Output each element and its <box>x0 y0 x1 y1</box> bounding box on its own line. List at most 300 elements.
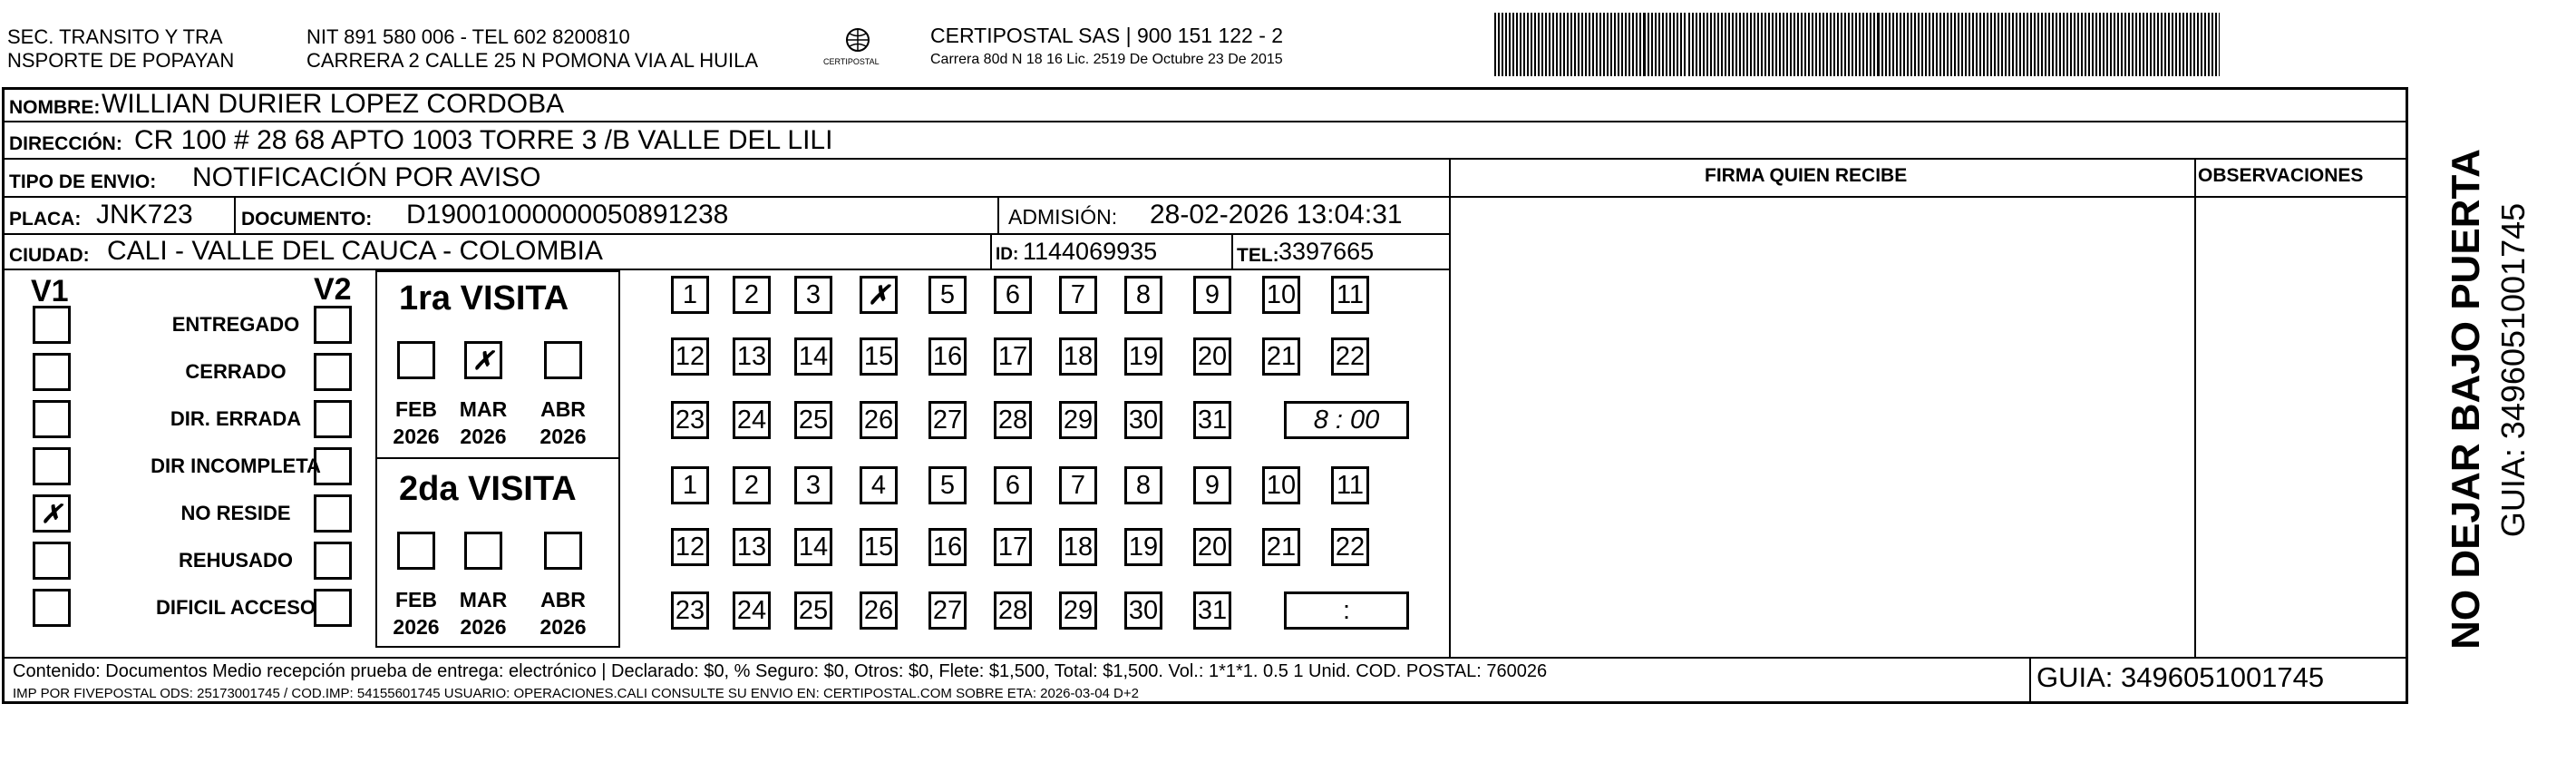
barcode-bar <box>1570 13 1572 76</box>
second-visit-day-13[interactable]: 13 <box>733 528 771 566</box>
second-visit-day-11[interactable]: 11 <box>1331 466 1369 504</box>
first-visit-day-4[interactable]: ✗ <box>860 276 898 314</box>
barcode-bar <box>1714 13 1716 76</box>
barcode-bar <box>1862 13 1864 76</box>
first-visit-day-8[interactable]: 8 <box>1124 276 1162 314</box>
barcode-bar <box>2190 13 2192 76</box>
second-visit-day-6[interactable]: 6 <box>994 466 1032 504</box>
first-visit-day-31[interactable]: 31 <box>1193 401 1231 439</box>
checkbox-mark: ✗ <box>472 347 494 375</box>
barcode-bar <box>1896 13 1898 76</box>
type-label: TIPO DE ENVIO: <box>9 171 157 192</box>
barcode-bar <box>2019 13 2021 76</box>
second-visit-day-10[interactable]: 10 <box>1262 466 1300 504</box>
year-label: 2026 <box>393 615 440 639</box>
barcode-bar <box>1618 13 1619 76</box>
v2-checkbox[interactable] <box>314 494 352 533</box>
barcode-bar <box>2034 13 2036 76</box>
barcode-bar <box>1826 13 1828 76</box>
v1-checkbox[interactable] <box>33 353 71 391</box>
barcode-bar <box>1859 13 1861 76</box>
first-visit-day-15[interactable]: 15 <box>860 337 898 376</box>
plate-value: JNK723 <box>96 200 193 230</box>
v1-checkbox[interactable] <box>33 400 71 438</box>
barcode-bar <box>1873 13 1875 76</box>
barcode-bar <box>2135 13 2137 76</box>
barcode-bar <box>2114 13 2115 76</box>
second-visit-day-24[interactable]: 24 <box>733 591 771 630</box>
barcode-bar <box>2208 13 2210 76</box>
barcode-bar <box>2157 13 2159 76</box>
month-label: MAR <box>459 397 508 421</box>
address-line: CARRERA 2 CALLE 25 N POMONA VIA AL HUILA <box>306 49 759 72</box>
barcode-bar <box>1918 13 1920 76</box>
first-visit-day-3[interactable]: 3 <box>794 276 832 314</box>
barcode-bar <box>2201 13 2202 76</box>
first-visit-day-18[interactable]: 18 <box>1059 337 1097 376</box>
barcode-bar <box>2052 13 2054 76</box>
second-visit-day-31[interactable]: 31 <box>1193 591 1231 630</box>
barcode-bar <box>1669 13 1671 76</box>
barcode-bar <box>1936 13 1938 76</box>
barcode-bar <box>1516 13 1518 76</box>
first-visit-month-checkbox[interactable] <box>464 341 502 379</box>
logo-text: CERTIPOSTAL <box>823 57 880 66</box>
barcode-bar <box>2095 13 2097 76</box>
second-visit-day-5[interactable]: 5 <box>928 466 967 504</box>
barcode-bar <box>1881 13 1883 76</box>
barcode-bar <box>1717 13 1719 76</box>
barcode-bar <box>1958 13 1959 76</box>
barcode-bar <box>1520 13 1521 76</box>
barcode-bar <box>1655 13 1657 76</box>
barcode-bar <box>2041 13 2043 76</box>
barcode-bar <box>1987 13 1988 76</box>
barcode-bar <box>1703 13 1705 76</box>
barcode-bar <box>1556 13 1558 76</box>
barcode-bar <box>1632 13 1634 76</box>
first-visit-time-field[interactable]: 8 : 00 <box>1284 401 1409 439</box>
courier-line-2: Carrera 80d N 18 16 Lic. 2519 De Octubre 23 De 2015 <box>930 52 1283 67</box>
second-visit-day-14[interactable]: 14 <box>794 528 832 566</box>
barcode-bar <box>1658 13 1660 76</box>
barcode-bar <box>2027 13 2028 76</box>
name-label: NOMBRE: <box>9 97 101 118</box>
footer-info-line: IMP POR FIVEPOSTAL ODS: 25173001745 / COD.IMP: 54155601745 USUARIO: OPERACIONES.CALI CONSULTE SU ENVIO EN: CERTIPOSTAL.COM SOBRE ETA: 2026-03-04 D+2 <box>13 686 1139 701</box>
barcode-bar <box>2193 13 2195 76</box>
barcode-bar <box>1754 13 1755 76</box>
second-visit-day-8[interactable]: 8 <box>1124 466 1162 504</box>
first-visit-day-20[interactable]: 20 <box>1193 337 1231 376</box>
barcode-bar <box>2092 13 2094 76</box>
first-visit-day-1[interactable]: 1 <box>671 276 709 314</box>
barcode-bar <box>1929 13 1930 76</box>
v1-checkbox[interactable] <box>33 306 71 344</box>
first-visit-title: 1ra VISITA <box>399 279 569 318</box>
barcode-bar <box>2172 13 2173 76</box>
second-visit-day-16[interactable]: 16 <box>928 528 967 566</box>
second-visit-day-9[interactable]: 9 <box>1193 466 1231 504</box>
barcode-bar <box>1910 13 1912 76</box>
second-visit-day-22[interactable]: 22 <box>1331 528 1369 566</box>
second-visit-day-27[interactable]: 27 <box>928 591 967 630</box>
barcode-bar <box>1925 13 1927 76</box>
barcode <box>1494 13 2223 76</box>
barcode-bar <box>1666 13 1667 76</box>
second-visit-day-30[interactable]: 30 <box>1124 591 1162 630</box>
barcode-bar <box>1732 13 1734 76</box>
tel-label: TEL: <box>1237 245 1279 266</box>
first-visit-day-16[interactable]: 16 <box>928 337 967 376</box>
barcode-bar <box>1976 13 1978 76</box>
barcode-bar <box>1662 13 1664 76</box>
barcode-bar <box>1721 13 1723 76</box>
barcode-bar <box>1505 13 1507 76</box>
city-value: CALI - VALLE DEL CAUCA - COLOMBIA <box>107 236 603 266</box>
barcode-bar <box>1534 13 1536 76</box>
second-visit-day-26[interactable]: 26 <box>860 591 898 630</box>
barcode-bar <box>1610 13 1612 76</box>
barcode-bar <box>1907 13 1909 76</box>
barcode-bar <box>1939 13 1941 76</box>
barcode-bar <box>1892 13 1894 76</box>
month-label: FEB <box>395 397 437 421</box>
barcode-bar <box>1563 13 1565 76</box>
barcode-bar <box>1983 13 1985 76</box>
barcode-bar <box>2219 13 2220 76</box>
barcode-bar <box>2182 13 2184 76</box>
id-value: 1144069935 <box>1023 238 1158 265</box>
v2-checkbox[interactable] <box>314 400 352 438</box>
barcode-bar <box>2128 13 2130 76</box>
barcode-bar <box>1972 13 1974 76</box>
barcode-bar <box>1725 13 1726 76</box>
first-visit-month-checkbox[interactable] <box>397 341 435 379</box>
barcode-bar <box>1589 13 1590 76</box>
barcode-bar <box>1790 13 1792 76</box>
barcode-bar <box>1804 13 1806 76</box>
barcode-bar <box>1823 13 1824 76</box>
first-visit-day-2[interactable]: 2 <box>733 276 771 314</box>
barcode-bar <box>1648 13 1649 76</box>
barcode-bar <box>1512 13 1514 76</box>
v1-checkbox[interactable] <box>33 447 71 485</box>
barcode-bar <box>1728 13 1730 76</box>
barcode-bar <box>1509 13 1511 76</box>
second-visit-day-4[interactable]: 4 <box>860 466 898 504</box>
v2-checkbox[interactable] <box>314 542 352 580</box>
barcode-bar <box>1793 13 1795 76</box>
barcode-bar <box>1961 13 1963 76</box>
barcode-bar <box>1830 13 1832 76</box>
barcode-bar <box>1808 13 1810 76</box>
barcode-bar <box>2070 13 2072 76</box>
v1-checkbox[interactable] <box>33 494 71 533</box>
second-visit-title: 2da VISITA <box>399 470 577 508</box>
barcode-bar <box>1837 13 1839 76</box>
barcode-bar <box>1921 13 1923 76</box>
barcode-bar <box>2161 13 2163 76</box>
address-value: CR 100 # 28 68 APTO 1003 TORRE 3 /B VALLE DEL LILI <box>134 125 833 155</box>
name-value: WILLIAN DURIER LOPEZ CORDOBA <box>102 89 565 119</box>
month-label: ABR <box>540 397 586 421</box>
barcode-bar <box>1743 13 1745 76</box>
first-visit-day-23[interactable]: 23 <box>671 401 709 439</box>
barcode-bar <box>1979 13 1981 76</box>
barcode-bar <box>1699 13 1701 76</box>
barcode-bar <box>1968 13 1970 76</box>
v2-label: V2 <box>314 272 352 307</box>
barcode-bar <box>1607 13 1609 76</box>
barcode-bar <box>1494 13 1496 76</box>
first-visit-day-5[interactable]: 5 <box>928 276 967 314</box>
barcode-bar <box>1932 13 1934 76</box>
second-visit-day-3[interactable]: 3 <box>794 466 832 504</box>
barcode-bar <box>2045 13 2046 76</box>
barcode-bar <box>1696 13 1697 76</box>
barcode-bar <box>1625 13 1627 76</box>
barcode-bar <box>2081 13 2083 76</box>
barcode-bar <box>1900 13 1901 76</box>
barcode-bar <box>2023 13 2025 76</box>
barcode-bar <box>1797 13 1799 76</box>
barcode-bar <box>1585 13 1587 76</box>
barcode-bar <box>2103 13 2105 76</box>
second-visit-day-20[interactable]: 20 <box>1193 528 1231 566</box>
barcode-bar <box>1746 13 1748 76</box>
first-visit-day-29[interactable]: 29 <box>1059 401 1097 439</box>
plate-label: PLACA: <box>9 209 82 230</box>
courier-line-1: CERTIPOSTAL SAS | 900 151 122 - 2 <box>930 24 1284 47</box>
document-value: D19001000000050891238 <box>406 200 729 230</box>
barcode-bar <box>1706 13 1708 76</box>
barcode-bar <box>2186 13 2188 76</box>
barcode-bar <box>1599 13 1601 76</box>
barcode-bar <box>1545 13 1547 76</box>
nit-line: NIT 891 580 006 - TEL 602 8200810 <box>306 25 630 48</box>
barcode-bar <box>1639 13 1641 76</box>
barcode-bar <box>1552 13 1554 76</box>
barcode-bar <box>1761 13 1763 76</box>
year-label: 2026 <box>460 425 507 448</box>
barcode-bar <box>2099 13 2101 76</box>
second-visit-day-23[interactable]: 23 <box>671 591 709 630</box>
v2-checkbox[interactable] <box>314 306 352 344</box>
second-visit-day-2[interactable]: 2 <box>733 466 771 504</box>
barcode-bar <box>1498 13 1500 76</box>
barcode-bar <box>1527 13 1529 76</box>
barcode-bar <box>2132 13 2134 76</box>
v2-checkbox[interactable] <box>314 353 352 391</box>
second-visit-month-checkbox[interactable] <box>464 532 502 570</box>
v1-label: V1 <box>31 274 69 308</box>
barcode-bar <box>1870 13 1871 76</box>
barcode-bar <box>1574 13 1576 76</box>
checkbox-mark: ✗ <box>41 500 63 528</box>
footer-guide-number: GUIA: 3496051001745 <box>2036 661 2325 693</box>
first-visit-day-28[interactable]: 28 <box>994 401 1032 439</box>
barcode-bar <box>1592 13 1594 76</box>
barcode-bar <box>2143 13 2144 76</box>
month-label: ABR <box>540 588 586 611</box>
barcode-bar <box>1783 13 1784 76</box>
barcode-bar <box>2012 13 2014 76</box>
id-label: ID: <box>996 245 1019 264</box>
barcode-bar <box>1844 13 1846 76</box>
barcode-bar <box>1541 13 1543 76</box>
admission-label: ADMISIÓN: <box>1008 205 1118 229</box>
barcode-bar <box>1779 13 1781 76</box>
status-label: ENTREGADO <box>171 313 300 336</box>
barcode-bar <box>1877 13 1880 76</box>
second-visit-month-checkbox[interactable] <box>397 532 435 570</box>
barcode-bar <box>2077 13 2079 76</box>
first-visit-month-checkbox[interactable] <box>544 341 582 379</box>
second-visit-day-1[interactable]: 1 <box>671 466 709 504</box>
second-visit-day-28[interactable]: 28 <box>994 591 1032 630</box>
address-label: DIRECCIÓN: <box>9 133 122 154</box>
barcode-bar <box>2037 13 2039 76</box>
second-visit-day-29[interactable]: 29 <box>1059 591 1097 630</box>
barcode-bar <box>2175 13 2177 76</box>
barcode-bar <box>1643 13 1646 76</box>
first-visit-day-7[interactable]: 7 <box>1059 276 1097 314</box>
barcode-bar <box>2016 13 2017 76</box>
year-label: 2026 <box>540 615 587 639</box>
second-visit-day-12[interactable]: 12 <box>671 528 709 566</box>
first-visit-day-21[interactable]: 21 <box>1262 337 1300 376</box>
document-label: DOCUMENTO: <box>241 209 373 230</box>
v1-checkbox[interactable] <box>33 542 71 580</box>
barcode-bar <box>1990 13 1992 76</box>
status-label: REHUSADO <box>179 549 293 572</box>
barcode-bar <box>1750 13 1752 76</box>
second-visit-day-17[interactable]: 17 <box>994 528 1032 566</box>
barcode-bar <box>1965 13 1967 76</box>
barcode-bar <box>1684 13 1686 76</box>
first-visit-day-24[interactable]: 24 <box>733 401 771 439</box>
sender-line-1: SEC. TRANSITO Y TRA <box>7 25 223 48</box>
first-visit-day-14[interactable]: 14 <box>794 337 832 376</box>
barcode-bar <box>2146 13 2148 76</box>
barcode-bar <box>1581 13 1583 76</box>
barcode-bar <box>1786 13 1788 76</box>
barcode-bar <box>1819 13 1821 76</box>
first-visit-day-30[interactable]: 30 <box>1124 401 1162 439</box>
second-visit-day-15[interactable]: 15 <box>860 528 898 566</box>
barcode-bar <box>2117 13 2119 76</box>
first-visit-day-25[interactable]: 25 <box>794 401 832 439</box>
barcode-bar <box>1651 13 1653 76</box>
barcode-bar <box>1680 13 1682 76</box>
tel-value: 3397665 <box>1278 238 1375 265</box>
signature-label: FIRMA QUIEN RECIBE <box>1705 165 1908 186</box>
sender-line-2: NSPORTE DE POPAYAN <box>7 49 235 72</box>
second-visit-time-field[interactable]: : <box>1284 591 1409 630</box>
first-visit-day-17[interactable]: 17 <box>994 337 1032 376</box>
barcode-bar <box>2204 13 2206 76</box>
first-visit-day-26[interactable]: 26 <box>860 401 898 439</box>
barcode-bar <box>1848 13 1850 76</box>
barcode-bar <box>1998 13 1999 76</box>
barcode-bar <box>1801 13 1803 76</box>
barcode-bar <box>1885 13 1887 76</box>
barcode-bar <box>2139 13 2141 76</box>
barcode-bar <box>2059 13 2061 76</box>
first-visit-day-13[interactable]: 13 <box>733 337 771 376</box>
status-label: CERRADO <box>185 360 287 383</box>
admission-value: 28-02-2026 13:04:31 <box>1150 200 1403 230</box>
barcode-bar <box>2197 13 2199 76</box>
second-visit-day-18[interactable]: 18 <box>1059 528 1097 566</box>
barcode-bar <box>1772 13 1774 76</box>
first-visit-day-9[interactable]: 9 <box>1193 276 1231 314</box>
barcode-bar <box>2001 13 2003 76</box>
barcode-bar <box>2164 13 2166 76</box>
first-visit-day-19[interactable]: 19 <box>1124 337 1162 376</box>
footer-content-line: Contenido: Documentos Medio recepción prueba de entrega: electrónico | Declarado: $0, % Seguro: $0, Otros: $0, Flete: $1,500, Total: $1,500. Vol.: 1*1*1. 0.5 1 Unid. COD. POSTAL: 760026 <box>13 661 1548 681</box>
observations-label: OBSERVACIONES <box>2198 165 2364 186</box>
barcode-bar <box>1560 13 1561 76</box>
first-visit-day-10[interactable]: 10 <box>1262 276 1300 314</box>
barcode-bar <box>1677 13 1678 76</box>
first-visit-day-22[interactable]: 22 <box>1331 337 1369 376</box>
barcode-bar <box>2008 13 2010 76</box>
first-visit-day-12[interactable]: 12 <box>671 337 709 376</box>
barcode-bar <box>1692 13 1694 76</box>
barcode-bar <box>2048 13 2050 76</box>
first-visit-day-6[interactable]: 6 <box>994 276 1032 314</box>
barcode-bar <box>1502 13 1503 76</box>
year-label: 2026 <box>540 425 587 448</box>
barcode-bar <box>1739 13 1741 76</box>
barcode-bar <box>1947 13 1949 76</box>
barcode-bar <box>2030 13 2032 76</box>
barcode-bar <box>1673 13 1675 76</box>
status-label: DIFICIL ACCESO <box>155 596 316 619</box>
second-visit-day-19[interactable]: 19 <box>1124 528 1162 566</box>
v2-checkbox[interactable] <box>314 589 352 627</box>
second-visit-month-checkbox[interactable] <box>544 532 582 570</box>
barcode-bar <box>1596 13 1598 76</box>
v1-checkbox[interactable] <box>33 589 71 627</box>
barcode-bar <box>1614 13 1616 76</box>
barcode-bar <box>1523 13 1525 76</box>
barcode-bar <box>1757 13 1759 76</box>
barcode-bar <box>1889 13 1891 76</box>
barcode-bar <box>2211 13 2213 76</box>
barcode-bar <box>1812 13 1813 76</box>
barcode-bar <box>2085 13 2086 76</box>
barcode-bar <box>2168 13 2170 76</box>
barcode-bar <box>1775 13 1777 76</box>
barcode-bar <box>2056 13 2057 76</box>
first-visit-day-11[interactable]: 11 <box>1331 276 1369 314</box>
year-label: 2026 <box>393 425 440 448</box>
barcode-bar <box>2106 13 2108 76</box>
month-label: MAR <box>459 588 508 611</box>
second-visit-day-21[interactable]: 21 <box>1262 528 1300 566</box>
barcode-bar <box>1628 13 1630 76</box>
barcode-bar <box>1815 13 1817 76</box>
second-visit-day-7[interactable]: 7 <box>1059 466 1097 504</box>
first-visit-day-27[interactable]: 27 <box>928 401 967 439</box>
barcode-bar <box>2124 13 2126 76</box>
barcode-bar <box>1531 13 1532 76</box>
status-label: DIR. ERRADA <box>170 407 302 430</box>
barcode-bar <box>1538 13 1540 76</box>
second-visit-day-25[interactable]: 25 <box>794 591 832 630</box>
